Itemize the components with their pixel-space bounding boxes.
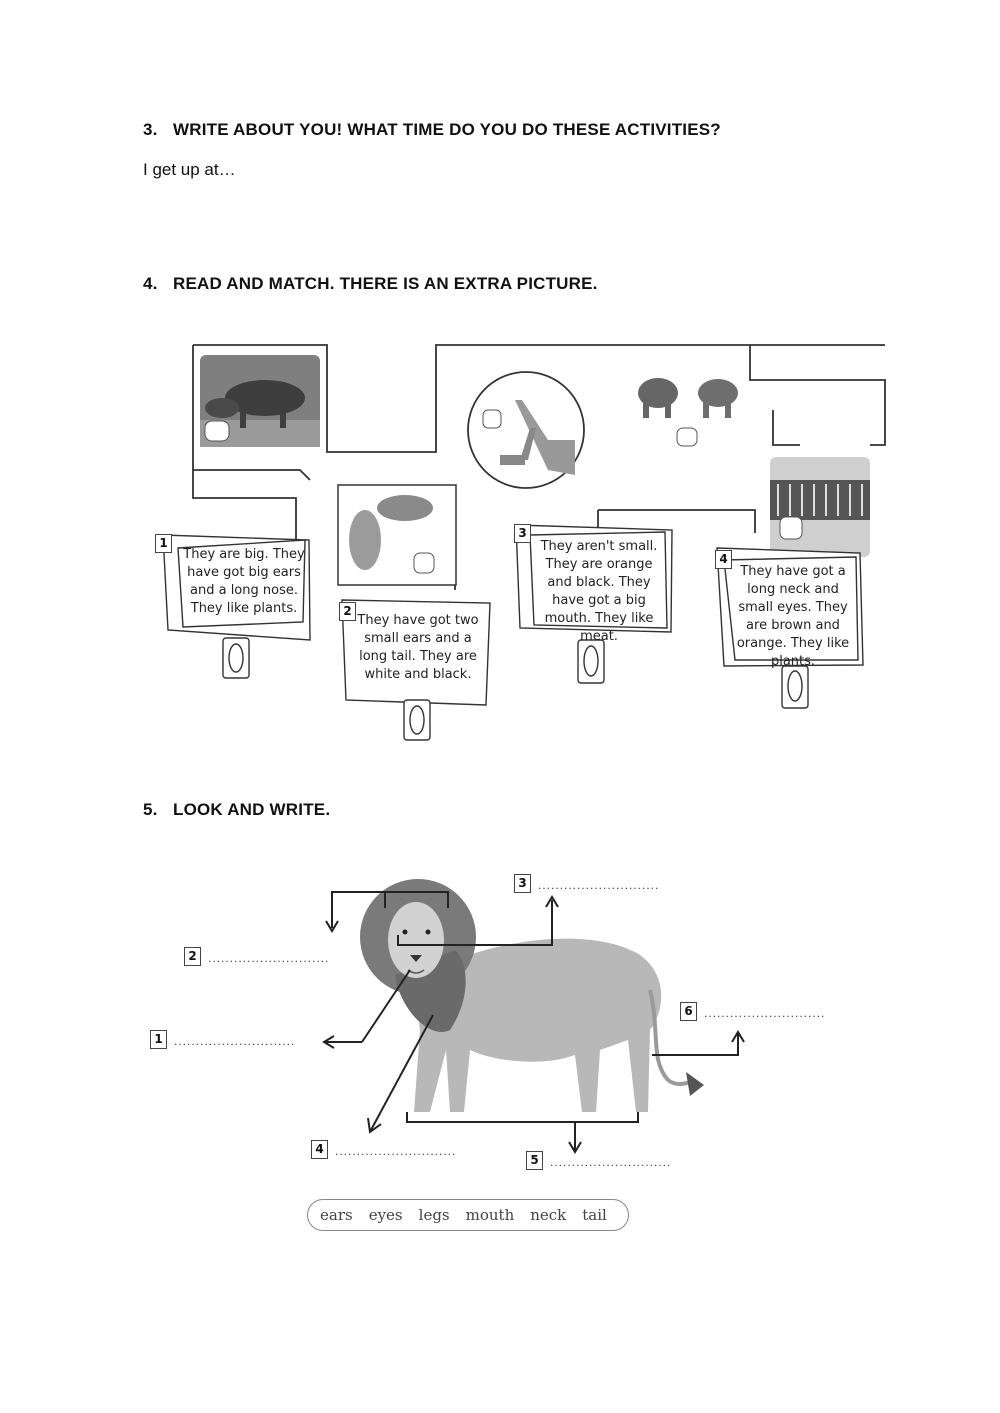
section5-number: 5. (143, 800, 158, 819)
section3-number: 3. (143, 120, 158, 139)
word-legs: legs (418, 1206, 450, 1224)
label-4-number: 4 (311, 1140, 328, 1159)
clue-1-text: They are big. They have got big ears and a long nose. They like plants. (183, 547, 305, 616)
clue-2-text: They have got two small ears and a long tail. They are white and black. (357, 613, 479, 682)
clue-2-number: 2 (339, 602, 356, 621)
word-eyes: eyes (368, 1206, 403, 1224)
section5-title: LOOK AND WRITE. (173, 800, 331, 819)
section3-prompt: I get up at… (143, 160, 236, 179)
label-1-blank[interactable]: ............................ (174, 1034, 296, 1048)
label-3-number: 3 (514, 874, 531, 893)
label-6-blank[interactable]: ............................ (704, 1006, 826, 1020)
label-1-number: 1 (150, 1030, 167, 1049)
section4-title: READ AND MATCH. THERE IS AN EXTRA PICTURE. (173, 274, 598, 293)
word-ears: ears (320, 1206, 353, 1224)
section3-title: WRITE ABOUT YOU! WHAT TIME DO YOU DO THESE ACTIVITIES? (173, 120, 721, 139)
word-mouth: mouth (465, 1206, 515, 1224)
label-5-blank[interactable]: ............................ (550, 1155, 672, 1169)
label-6-number: 6 (680, 1002, 697, 1021)
clue-3-text: They aren't small. They are orange and black. They have got a big mouth. They like meat. (540, 539, 658, 644)
section4-number: 4. (143, 274, 158, 293)
label-5-number: 5 (526, 1151, 543, 1170)
lion-illustration (360, 879, 704, 1112)
word-bank (307, 1199, 629, 1231)
label-3-blank[interactable]: ............................ (538, 878, 660, 892)
label-2-blank[interactable]: ............................ (208, 951, 330, 965)
clue-4-number: 4 (715, 550, 732, 569)
clue-3-number: 3 (514, 524, 531, 543)
clue-1-number: 1 (155, 534, 172, 553)
clue-4-text: They have got a long neck and small eyes. They are brown and orange. They like plants. (736, 564, 850, 669)
label-4-blank[interactable]: ............................ (335, 1144, 457, 1158)
label-2-number: 2 (184, 947, 201, 966)
word-tail: tail (582, 1206, 607, 1224)
word-neck: neck (530, 1206, 567, 1224)
